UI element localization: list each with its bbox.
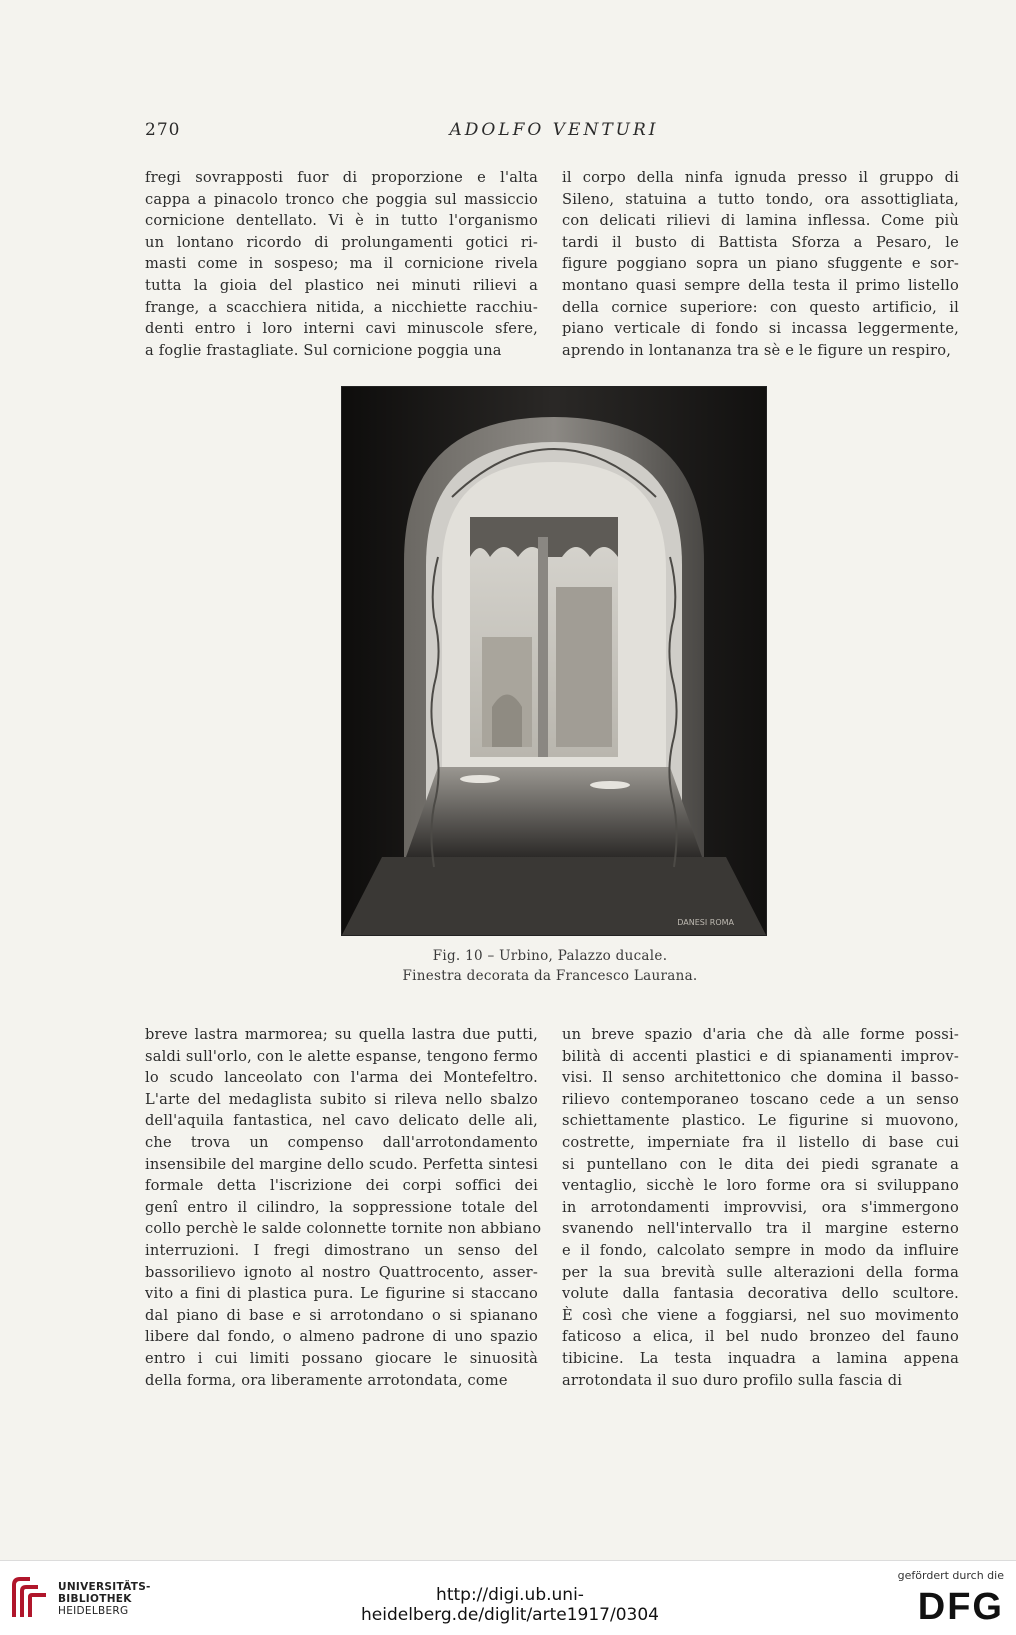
text-line: della forma, ora liberamente arrotondata, come — [145, 1371, 508, 1389]
text-line: a foglie frastagliate. Sul cornicione poggia una — [145, 341, 502, 359]
seat-ledge-left — [460, 775, 500, 783]
text-line: frange, a scacchiera nitida, a nicchiette racchiu- — [145, 298, 538, 316]
text-line: insensibile del margine dello scudo. Perfetta sintesi — [145, 1155, 538, 1173]
funding-note: gefördert durch die — [897, 1569, 1004, 1582]
text-line: breve lastra marmorea; su quella lastra due putti, — [145, 1026, 538, 1043]
source-url-link[interactable]: http://digi.ub.uni-heidelberg.de/diglit/arte1917/0304 — [361, 1585, 659, 1625]
text-line: collo perchè le salde colonnette tornite non abbiano — [145, 1220, 542, 1238]
text-line: costrette, imperniate fra il listello di base cui — [562, 1133, 959, 1151]
library-name-line: HEIDELBERG — [58, 1605, 129, 1617]
text-line: montano quasi sempre della testa il primo listello — [562, 276, 959, 294]
text-column-bottom-right — [562, 1024, 959, 1391]
text-column-top-right — [562, 167, 959, 361]
text-line: vito a fini di plastica pura. Le figurine si staccano — [145, 1285, 538, 1303]
text-line: masti come in sospeso; ma il cornicione rivela — [145, 255, 538, 273]
text-line: piano verticale di fondo si incassa leggermente, — [562, 320, 959, 338]
window-illustration — [342, 387, 766, 935]
figure-caption-subtitle: Finestra decorata da Francesco Laurana. — [402, 968, 698, 984]
text-line: cornicione dentellato. Vi è in tutto l'organismo — [145, 212, 538, 230]
text-line: tibicine. La testa inquadra a lamina appena — [562, 1349, 959, 1367]
text-line: e il fondo, calcolato sempre in modo da influire — [562, 1241, 959, 1259]
text-line: che trova un compenso dall'arrotondamento — [145, 1133, 538, 1151]
text-line: il corpo della ninfa ignuda presso il gruppo di — [562, 169, 959, 186]
figure-window-photograph — [341, 386, 767, 936]
text-line: saldi sull'orlo, con le alette espanse, tengono fermo — [145, 1047, 538, 1065]
text-line: un lontano ricordo di prolungamenti gotici ri- — [145, 233, 538, 251]
text-line: tutta la gioia del plastico nei minuti rilievi a — [145, 276, 538, 294]
text-column-bottom-left — [145, 1024, 542, 1391]
running-title: ADOLFO VENTURI — [449, 120, 659, 140]
text-column-top-left — [145, 167, 538, 361]
seat-ledge-right — [590, 781, 630, 789]
text-line: formale detta l'iscrizione dei corpi soffici dei — [145, 1177, 538, 1195]
text-line: dal piano di base e si arrotondano o si spianano — [145, 1306, 538, 1324]
central-colonnette — [538, 537, 548, 757]
text-line: con delicati rilievi di lamina inflessa. Come più — [562, 212, 959, 230]
text-line: volute dalla fantasia decorativa dello scultore. — [562, 1285, 959, 1303]
text-line: interruzioni. I fregi dimostrano un senso del — [145, 1241, 538, 1259]
text-line: entro i cui limiti possano giocare le sinuosità — [145, 1349, 538, 1367]
text-line: lo scudo lanceolato con l'arma dei Montefeltro. — [145, 1069, 538, 1087]
dfg-logo[interactable]: DFG — [917, 1586, 1004, 1628]
text-line: genî entro il cilindro, la soppressione totale del — [145, 1198, 538, 1216]
text-line: bilità di accenti plastici e di spianamenti improv- — [562, 1047, 959, 1065]
library-name-line: BIBLIOTHEK — [58, 1593, 132, 1605]
text-line: un breve spazio d'aria che dà alle forme possi- — [562, 1026, 959, 1043]
library-name[interactable] — [58, 1581, 151, 1617]
text-line: figure poggiano sopra un piano sfuggente e sor- — [562, 255, 959, 273]
text-line: Sileno, statuina a tutto tondo, ora assottigliata, — [562, 190, 959, 208]
text-line: tardi il busto di Battista Sforza a Pesaro, le — [562, 233, 959, 251]
text-line: L'arte del medaglista subito si rileva nello sbalzo — [145, 1090, 538, 1108]
text-line: arrotondata il suo duro profilo sulla fascia di — [562, 1371, 903, 1389]
page-header — [145, 120, 963, 146]
text-line: cappa a pinacolo tronco che poggia sul massiccio — [145, 190, 538, 208]
digitization-footer — [0, 1560, 1016, 1635]
library-logo-icon[interactable] — [8, 1573, 54, 1623]
text-line: dell'aquila fantastica, nel cavo delicato delle ali, — [145, 1112, 538, 1130]
text-line: visi. Il senso architettonico che domina il basso- — [562, 1069, 959, 1087]
window-seat — [406, 767, 702, 857]
text-line: libere dal fondo, o almeno padrone di uno spazio — [145, 1328, 538, 1346]
text-line: faticoso a elica, il bel nudo bronzeo del fauno — [562, 1328, 959, 1346]
text-line: si puntellano con le dita dei piedi sgranate a — [562, 1155, 959, 1173]
text-line: fregi sovrapposti fuor di proporzione e l'alta — [145, 169, 538, 186]
text-line: in arrotondamenti improvvisi, ora s'immergono — [562, 1198, 959, 1216]
text-line: della cornice superiore: con questo artificio, il — [562, 298, 959, 316]
distant-arch — [492, 695, 522, 748]
text-line: ventaglio, sicchè le loro forme ora si sviluppano — [562, 1177, 959, 1195]
page-number: 270 — [145, 120, 181, 140]
figure-caption-title: Fig. 10 – Urbino, Palazzo ducale. — [432, 948, 668, 964]
text-line: bassorilievo ignoto al nostro Quattrocento, asser- — [145, 1263, 538, 1281]
distant-tower — [556, 587, 612, 747]
text-line: per la sua brevità sulle alterazioni della forma — [562, 1263, 959, 1281]
text-line: denti entro i loro interni cavi minuscole sfere, — [145, 320, 538, 338]
text-line: rilievo contemporaneo toscano cede a un senso — [562, 1090, 959, 1108]
library-name-line: UNIVERSITÄTS- — [58, 1581, 151, 1593]
text-line: schiettamente plastico. Le figurine si muovono, — [562, 1112, 959, 1130]
text-line: È così che viene a foggiarsi, nel suo movimento — [562, 1306, 959, 1324]
text-line: aprendo in lontananza tra sè e le figure un respiro, — [562, 341, 952, 359]
text-line: svanendo nell'intervallo tra il margine esterno — [562, 1220, 959, 1238]
photographer-stamp: DANESI ROMA — [677, 918, 734, 927]
